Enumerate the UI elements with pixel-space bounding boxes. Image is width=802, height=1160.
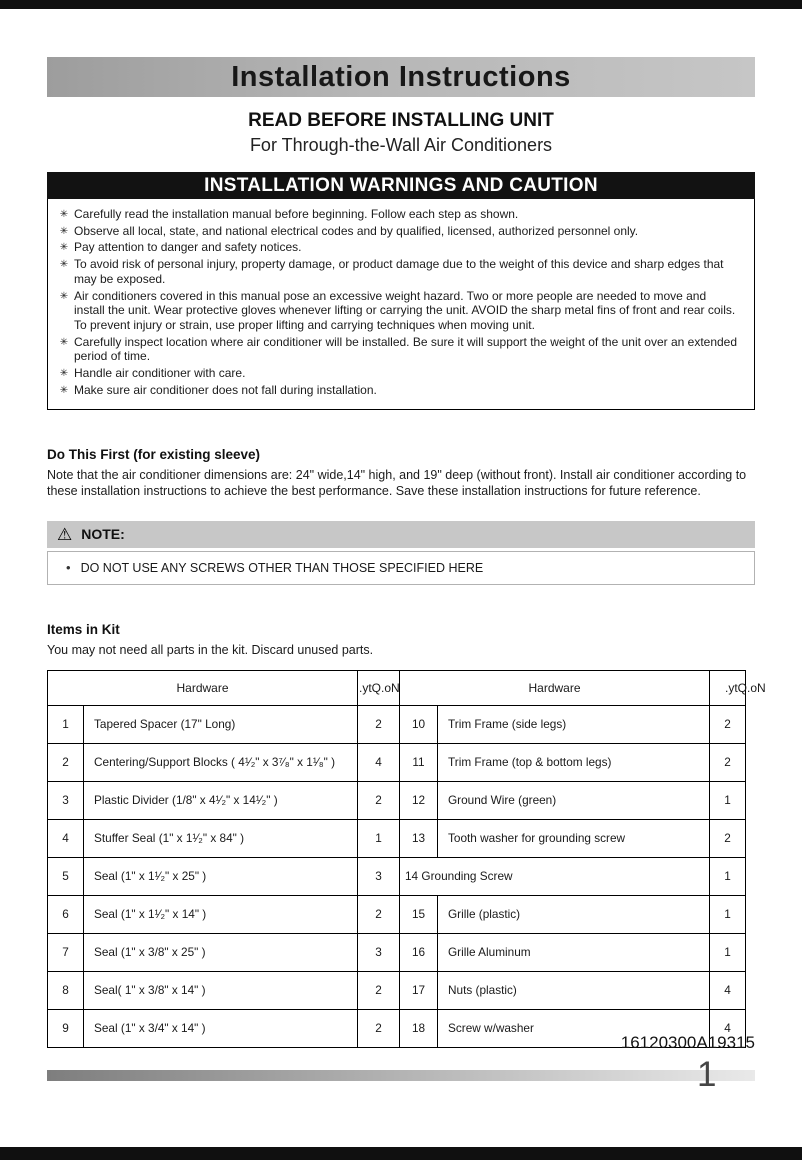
kit-no: 8 [48, 971, 84, 1009]
kit-no: 12 [400, 781, 438, 819]
kit-header-hardware-left: Hardware [48, 670, 358, 705]
kit-hardware: Seal( 1" x 3/8" x 14" ) [84, 971, 358, 1009]
warning-icon: ⚠ [57, 524, 73, 544]
kit-hardware: Seal (1" x 3/4" x 14" ) [84, 1009, 358, 1047]
warning-item [54, 366, 740, 381]
product-type-subtitle: For Through-the-Wall Air Conditioners [249, 135, 553, 155]
warning-text: To avoid risk of personal injury, property damage, or product damage due to the weight of this device and sharp edges that may be exposed. [74, 257, 724, 286]
kit-no: 13 [400, 819, 438, 857]
kit-hardware: Centering/Support Blocks ( 4¹⁄₂" x 3⁷⁄₈" x 1¹⁄₈" ) [84, 743, 358, 781]
kit-qty: 1 [358, 819, 400, 857]
kit-no: 3 [48, 781, 84, 819]
kit-qty: 1 [710, 895, 746, 933]
kit-no: 17 [400, 971, 438, 1009]
kit-no: 1 [48, 705, 84, 743]
kit-qty: 3 [358, 857, 400, 895]
kit-hardware: Trim Frame (top & bottom legs) [438, 743, 710, 781]
kit-hardware: Stuffer Seal (1" x 1¹⁄₂" x 84" ) [84, 819, 358, 857]
warning-item [54, 257, 740, 286]
warning-text: Air conditioners covered in this manual pose an excessive weight hazard. Two or more people are needed to move and install the unit. Wear protective gloves whenever lifting or carrying the unit. AVOID the sharp metal fins of front and rear coils. To prevent injury or strain, use proper lifting and carrying techniques when moving unit. [74, 288, 736, 332]
items-in-kit-heading: Items in Kit [47, 621, 120, 637]
asterisk-bullet-icon: ✳ [59, 242, 69, 254]
kit-no: 7 [48, 933, 84, 971]
kit-header-qty-right: .ytQ.oN [710, 670, 746, 705]
kit-header-hardware-right: Hardware [400, 670, 710, 705]
kit-hardware: Nuts (plastic) [438, 971, 710, 1009]
asterisk-bullet-icon: ✳ [59, 336, 69, 348]
kit-hardware: Trim Frame (side legs) [438, 705, 710, 743]
table-row [48, 781, 746, 819]
kit-no: 16 [400, 933, 438, 971]
warning-item [54, 383, 740, 398]
kit-qty: 2 [358, 895, 400, 933]
kit-header-qty-left: .ytQ.oN [358, 670, 400, 705]
kit-qty: 2 [710, 705, 746, 743]
table-row [48, 971, 746, 1009]
kit-qty: 1 [710, 781, 746, 819]
kit-hardware: Ground Wire (green) [438, 781, 710, 819]
kit-no: 5 [48, 857, 84, 895]
table-row [48, 857, 746, 895]
kit-table [47, 670, 766, 1048]
do-this-first-text: Note that the air conditioner dimensions are: 24" wide,14" high, and 19" deep (without front). Install air conditioner according to these installation instructions to achieve the best performance. Save these installation instructions for future reference. [47, 468, 747, 499]
warning-text: Pay attention to danger and safety notices. [74, 240, 302, 255]
footer-rule [47, 1070, 755, 1081]
kit-qty: 2 [358, 971, 400, 1009]
warning-text: Handle air conditioner with care. [74, 366, 246, 381]
kit-merged-cell: 14 Grounding Screw [400, 857, 710, 895]
page-number: 1 [697, 1055, 717, 1094]
kit-qty: 4 [358, 743, 400, 781]
table-row [48, 705, 746, 743]
warning-item [54, 207, 740, 222]
table-row [48, 895, 746, 933]
kit-qty: 1 [710, 857, 746, 895]
kit-hardware: Seal (1" x 1¹⁄₂" x 25" ) [84, 857, 358, 895]
warning-text: Carefully inspect location where air conditioner will be installed. Be sure it will support the weight of the unit over an extended period of time. [74, 334, 738, 364]
kit-no: 15 [400, 895, 438, 933]
kit-hardware: Grille (plastic) [438, 895, 710, 933]
kit-no: 18 [400, 1009, 438, 1047]
kit-qty: 1 [710, 933, 746, 971]
warnings-list [54, 207, 740, 397]
warnings-header: INSTALLATION WARNINGS AND CAUTION [47, 172, 755, 199]
kit-no: 9 [48, 1009, 84, 1047]
bottom-edge [0, 1147, 802, 1160]
kit-hardware: Tapered Spacer (17" Long) [84, 705, 358, 743]
kit-qty: 4 [710, 1009, 746, 1047]
bullet-icon: • [66, 560, 71, 576]
kit-qty: 2 [358, 781, 400, 819]
table-row [48, 933, 746, 971]
asterisk-bullet-icon: ✳ [59, 384, 69, 396]
kit-qty: 2 [710, 743, 746, 781]
kit-hardware: Tooth washer for grounding screw [438, 819, 710, 857]
table-row [48, 819, 746, 857]
kit-hardware: Grille Aluminum [438, 933, 710, 971]
kit-no: 11 [400, 743, 438, 781]
items-in-kit-intro: You may not need all parts in the kit. Discard unused parts. [47, 642, 374, 657]
asterisk-bullet-icon: ✳ [59, 225, 69, 237]
kit-no: 6 [48, 895, 84, 933]
kit-no: 10 [400, 705, 438, 743]
table-row [48, 743, 746, 781]
warning-item [54, 224, 740, 239]
kit-no: 4 [48, 819, 84, 857]
note-text: DO NOT USE ANY SCREWS OTHER THAN THOSE SPECIFIED HERE [80, 560, 484, 575]
asterisk-bullet-icon: ✳ [59, 259, 69, 271]
warning-text: Observe all local, state, and national electrical codes and by qualified, licensed, authorized personnel only. [74, 223, 639, 238]
warning-text: Carefully read the installation manual before beginning. Follow each step as shown. [74, 207, 519, 221]
kit-qty: 2 [710, 819, 746, 857]
page-title: Installation Instructions [47, 57, 755, 97]
warnings-box [47, 199, 755, 410]
kit-hardware: Seal (1" x 3/8" x 25" ) [84, 933, 358, 971]
warning-item [54, 289, 740, 333]
kit-header-row [48, 670, 746, 705]
asterisk-bullet-icon: ✳ [59, 368, 69, 380]
kit-qty: 2 [358, 1009, 400, 1047]
asterisk-bullet-icon: ✳ [59, 209, 69, 220]
kit-no: 2 [48, 743, 84, 781]
kit-qty: 2 [358, 705, 400, 743]
kit-qty: 3 [358, 933, 400, 971]
read-before-heading: READ BEFORE INSTALLING UNIT [248, 110, 554, 131]
warning-item [54, 240, 740, 255]
kit-qty: 4 [710, 971, 746, 1009]
note-item [47, 551, 755, 585]
warning-text: Make sure air conditioner does not fall during installation. [74, 382, 377, 397]
page-content [47, 0, 766, 1048]
document-number: 16120300A19315 [620, 1033, 755, 1052]
kit-hardware: Plastic Divider (1/8" x 4¹⁄₂" x 14¹⁄₂" ) [84, 781, 358, 819]
kit-hardware: Screw w/washer [438, 1009, 710, 1047]
asterisk-bullet-icon: ✳ [59, 290, 69, 302]
warning-item [54, 335, 740, 364]
do-this-first-heading: Do This First (for existing sleeve) [47, 447, 261, 463]
kit-hardware: Seal (1" x 1¹⁄₂" x 14" ) [84, 895, 358, 933]
note-header [47, 521, 755, 548]
note-label: NOTE: [81, 526, 125, 543]
